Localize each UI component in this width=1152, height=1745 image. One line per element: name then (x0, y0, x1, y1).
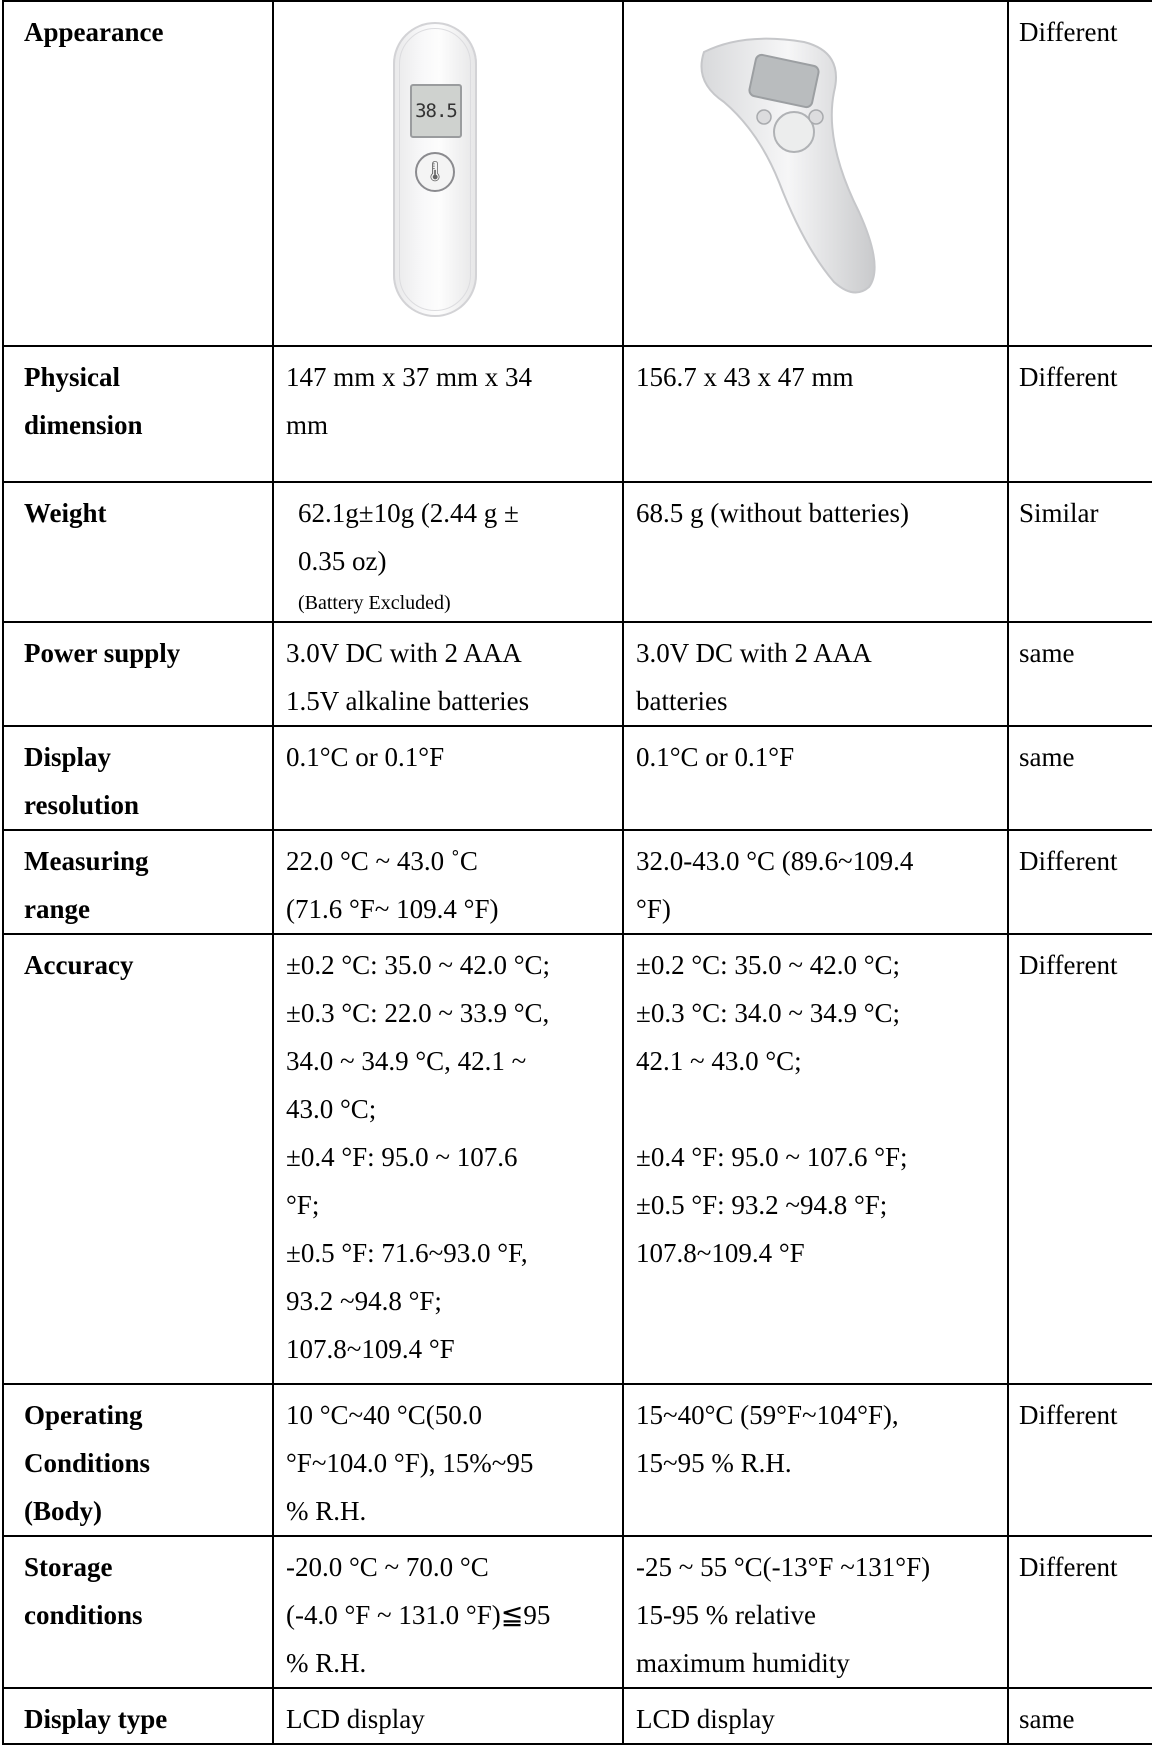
result-text: same (1019, 742, 1075, 772)
row-label (3, 1, 273, 346)
row-label (3, 1688, 273, 1744)
row-label-line: Weight (24, 498, 107, 528)
predicate-device-cell-line: 42.1 ~ 43.0 °C; (636, 1046, 802, 1076)
result-text: Different (1019, 846, 1118, 876)
proposed-device-cell-line: ±0.2 °C: 35.0 ~ 42.0 °C; (286, 950, 551, 980)
lcd-display: 38.5 (410, 84, 462, 138)
proposed-device-cell (273, 1384, 623, 1536)
comparison-table (2, 0, 1152, 1745)
row-label (3, 934, 273, 1384)
predicate-device-cell-line: 3.0V DC with 2 AAA (636, 638, 872, 668)
predicate-device-cell-line: batteries (636, 686, 728, 716)
proposed-device-cell-line: 62.1g±10g (2.44 g ± (298, 498, 519, 528)
predicate-device-cell (623, 346, 1008, 482)
proposed-device-cell-line: 43.0 °C; (286, 1094, 377, 1124)
result-cell (1008, 1384, 1152, 1536)
result-cell (1008, 482, 1152, 622)
row-label (3, 726, 273, 830)
row-label-line: Power supply (24, 638, 181, 668)
predicate-device-cell-line: 15~95 % R.H. (636, 1448, 792, 1478)
result-text: Different (1019, 1400, 1118, 1430)
predicate-device-cell-line: °F) (636, 894, 671, 924)
row-label-line: Physical (24, 362, 121, 392)
predicate-device-cell-line: ±0.3 °C: 34.0 ~ 34.9 °C; (636, 998, 901, 1028)
proposed-device-cell (273, 830, 623, 934)
predicate-device-cell-line: 68.5 g (without batteries) (636, 498, 909, 528)
row-label-line: Conditions (24, 1448, 151, 1478)
proposed-device-cell-line: % R.H. (286, 1496, 367, 1526)
proposed-device-cell-line: ±0.3 °C: 22.0 ~ 33.9 °C, (286, 998, 550, 1028)
row-label-line: Operating (24, 1400, 143, 1430)
table-row (3, 1536, 1152, 1688)
predicate-device-cell (623, 934, 1008, 1384)
proposed-device-cell-line: ±0.5 °F: 71.6~93.0 °F, (286, 1238, 528, 1268)
proposed-device-cell-line: 107.8~109.4 °F (286, 1334, 455, 1364)
proposed-device-cell (273, 1688, 623, 1744)
predicate-device-cell (623, 482, 1008, 622)
result-text: same (1019, 638, 1075, 668)
battery-note: (Battery Excluded) (298, 592, 451, 614)
predicate-device-cell-line: ±0.2 °C: 35.0 ~ 42.0 °C; (636, 950, 901, 980)
proposed-device-cell-line: 0.35 oz) (298, 546, 387, 576)
predicate-device-cell (623, 726, 1008, 830)
row-label-line: Display (24, 742, 112, 772)
predicate-device-cell-line: 15~40°C (59°F~104°F), (636, 1400, 899, 1430)
predicate-device-cell (623, 1536, 1008, 1688)
proposed-device-cell (273, 726, 623, 830)
row-label-line: (Body) (24, 1496, 103, 1526)
row-label-line: resolution (24, 790, 140, 820)
row-label (3, 1536, 273, 1688)
predicate-device-cell (623, 622, 1008, 726)
proposed-device-cell-line: 147 mm x 37 mm x 34 (286, 362, 533, 392)
result-cell (1008, 1536, 1152, 1688)
predicate-device-cell (623, 830, 1008, 934)
row-label-line: range (24, 894, 90, 924)
result-cell (1008, 1, 1152, 346)
predicate-device-image (684, 32, 914, 302)
proposed-device-cell-line: 22.0 °C ~ 43.0 ˚C (286, 846, 478, 876)
table-row (3, 1, 1152, 346)
predicate-device-cell-line: 15-95 % relative (636, 1600, 816, 1630)
predicate-device-cell (623, 1688, 1008, 1744)
proposed-device-cell-line: °F; (286, 1190, 320, 1220)
proposed-device-image-cell (273, 1, 623, 346)
result-text: same (1019, 1704, 1075, 1734)
result-text: Similar (1019, 498, 1099, 528)
proposed-device-cell (273, 346, 623, 482)
table-row (3, 1384, 1152, 1536)
result-text: Different (1019, 17, 1118, 47)
predicate-device-cell-line: 0.1°C or 0.1°F (636, 742, 795, 772)
table-row (3, 622, 1152, 726)
row-label-line: Accuracy (24, 950, 134, 980)
proposed-device-cell-line: % R.H. (286, 1648, 367, 1678)
proposed-device-cell-line: 93.2 ~94.8 °F; (286, 1286, 442, 1316)
predicate-device-cell-line: -25 ~ 55 °C(-13°F ~131°F) (636, 1552, 931, 1582)
table-row (3, 482, 1152, 622)
predicate-device-cell-line: 32.0-43.0 °C (89.6~109.4 (636, 846, 914, 876)
proposed-device-cell-line: 3.0V DC with 2 AAA (286, 638, 522, 668)
row-label-line: Measuring (24, 846, 149, 876)
proposed-device-cell-line: 34.0 ~ 34.9 °C, 42.1 ~ (286, 1046, 527, 1076)
proposed-device-cell-line: mm (286, 410, 329, 440)
predicate-device-cell-line: LCD display (636, 1704, 775, 1734)
table-row (3, 1688, 1152, 1744)
row-label-line: dimension (24, 410, 143, 440)
proposed-device-cell-line: 0.1°C or 0.1°F (286, 742, 445, 772)
table-row (3, 346, 1152, 482)
predicate-device-cell-line: maximum humidity (636, 1648, 850, 1678)
row-label (3, 830, 273, 934)
predicate-device-cell-line: 107.8~109.4 °F (636, 1238, 805, 1268)
result-cell (1008, 934, 1152, 1384)
proposed-device-cell (273, 622, 623, 726)
row-label-line: conditions (24, 1600, 143, 1630)
row-label (3, 1384, 273, 1536)
result-cell (1008, 726, 1152, 830)
result-cell (1008, 346, 1152, 482)
predicate-device-cell-line (636, 1085, 999, 1133)
table-row (3, 830, 1152, 934)
proposed-device-cell-line: -20.0 °C ~ 70.0 °C (286, 1552, 489, 1582)
proposed-device-cell-line: °F~104.0 °F), 15%~95 (286, 1448, 534, 1478)
result-text: Different (1019, 362, 1118, 392)
proposed-device-cell (273, 482, 623, 622)
proposed-device-cell-line: ±0.4 °F: 95.0 ~ 107.6 (286, 1142, 518, 1172)
table-row (3, 934, 1152, 1384)
result-cell (1008, 622, 1152, 726)
thermometer-icon: 🌡 (415, 152, 455, 192)
row-label-line: Display type (24, 1704, 168, 1734)
proposed-device-cell-line: 1.5V alkaline batteries (286, 686, 530, 716)
proposed-device-cell (273, 934, 623, 1384)
result-cell (1008, 830, 1152, 934)
table-row (3, 726, 1152, 830)
row-label (3, 622, 273, 726)
proposed-device-cell-line: 10 °C~40 °C(50.0 (286, 1400, 482, 1430)
row-label (3, 346, 273, 482)
result-text: Different (1019, 1552, 1118, 1582)
row-label-text: Appearance (24, 17, 164, 47)
proposed-device-cell-line: LCD display (286, 1704, 425, 1734)
proposed-device-image (393, 22, 477, 317)
predicate-device-cell-line: ±0.4 °F: 95.0 ~ 107.6 °F; (636, 1142, 908, 1172)
proposed-device-cell (273, 1536, 623, 1688)
predicate-device-cell (623, 1384, 1008, 1536)
predicate-device-cell-line: 156.7 x 43 x 47 mm (636, 362, 854, 392)
result-text: Different (1019, 950, 1118, 980)
proposed-device-cell-line: (-4.0 °F ~ 131.0 °F)≦95 (286, 1600, 551, 1630)
row-label (3, 482, 273, 622)
predicate-device-cell-line: ±0.5 °F: 93.2 ~94.8 °F; (636, 1190, 888, 1220)
predicate-device-image-cell (623, 1, 1008, 346)
proposed-device-cell-line: (71.6 °F~ 109.4 °F) (286, 894, 499, 924)
result-cell (1008, 1688, 1152, 1744)
row-label-line: Storage (24, 1552, 113, 1582)
